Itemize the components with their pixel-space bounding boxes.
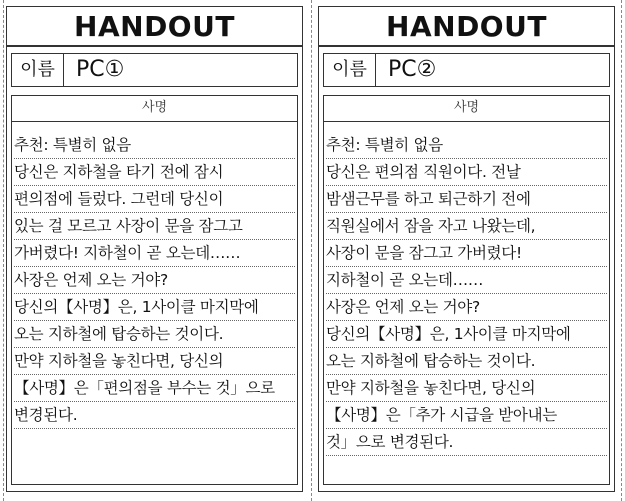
handout-card-pc2 [318,6,615,492]
mission-line: 직원실에서 잠을 자고 나왔는데, [326,213,607,240]
right-cut-line [621,0,622,501]
mission-line: 오는 지하철에 탑승하는 것이다. [14,321,295,348]
mission-line: 당신은 지하철을 타기 전에 잠시 [14,159,295,186]
mission-line: 사장이 문을 잠그고 가버렸다! [326,240,607,267]
mission-line: 오는 지하철에 탑승하는 것이다. [326,348,607,375]
mission-line: 추천: 특별히 없음 [14,132,295,159]
mission-line: 【사명】은「편의점을 부수는 것」으로 [14,375,295,402]
mission-body [11,121,298,485]
mission-line: 당신은 편의점 직원이다. 전날 [326,159,607,186]
mission-text [14,132,295,429]
mission-line: 가버렸다! 지하철이 곧 오는데…… [14,240,295,267]
mission-line: 만약 지하철을 놓친다면, 당신의 [14,348,295,375]
handout-card-pc1 [6,6,303,492]
name-value: PC① [76,57,125,82]
left-cut-line [3,0,4,501]
handout-title: HANDOUT [7,7,302,47]
mission-line: 당신의【사명】은, 1사이클 마지막에 [326,321,607,348]
handout-title: HANDOUT [319,7,614,47]
mission-line: 편의점에 들렀다. 그런데 당신이 [14,186,295,213]
mission-line: 것」으로 변경된다. [326,429,607,456]
name-row [323,53,610,87]
name-value: PC② [388,57,437,82]
mission-line: 사장은 언제 오는 거야? [326,294,607,321]
mission-line: 있는 걸 모르고 사장이 문을 잠그고 [14,213,295,240]
mission-line: 밤샘근무를 하고 퇴근하기 전에 [326,186,607,213]
mission-body [323,121,610,485]
mission-text [326,132,607,456]
mission-line: 추천: 특별히 없음 [326,132,607,159]
name-row [11,53,298,87]
mission-header: 사명 [11,95,298,121]
mission-header: 사명 [323,95,610,121]
middle-cut-line [311,0,312,501]
mission-line: 지하철이 곧 오는데…… [326,267,607,294]
name-label: 이름 [324,54,376,86]
name-label: 이름 [12,54,64,86]
mission-line: 당신의【사명】은, 1사이클 마지막에 [14,294,295,321]
mission-line: 만약 지하철을 놓친다면, 당신의 [326,375,607,402]
mission-line: 【사명】은「추가 시급을 받아내는 [326,402,607,429]
mission-line: 변경된다. [14,402,295,429]
mission-line: 사장은 언제 오는 거야? [14,267,295,294]
